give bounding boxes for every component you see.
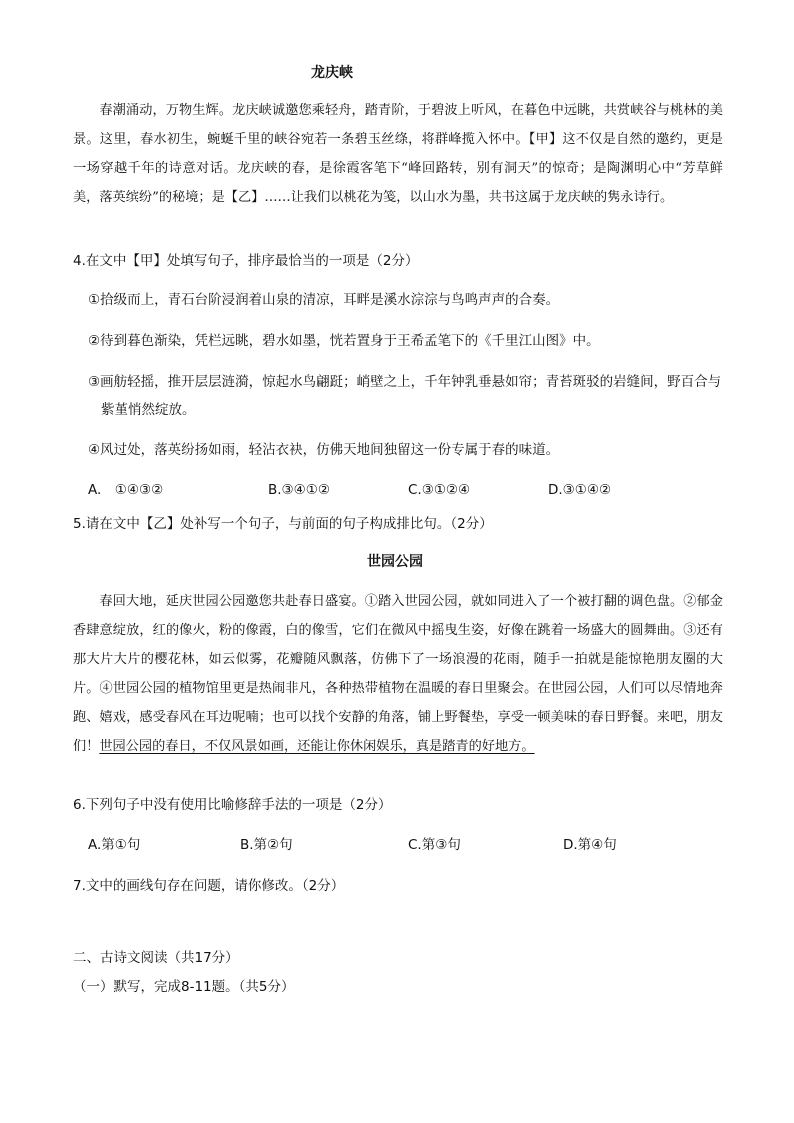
question-6-choice-b[interactable]: B.第②句 [240,837,293,853]
question-6-choice-c[interactable]: C.第③句 [408,837,461,853]
passage-shiyuan-body: 春回大地，延庆世园公园邀您共赴春日盛宴。①踏入世园公园，就如同进入了一个被打翻的调色盘。②郁金香肆意绽放，红的像火，粉的像霞，白的像雪，它们在微风中摇曳生姿，好像在跳着一场盛大的圆舞曲。③还有那大片大片的樱花林，如云似雾，花瓣随风飘落，仿佛下了一场浪漫的花雨，随手一拍就是能惊艳朋友圈的大片。④世园公园的植物馆里更是热闹非凡，各种热带植物在温暖的春日里聚会。在世园公园，人们可以尽情地奔跑、嬉戏，感受春风在耳边呢喃；也可以找个安静的角落，铺上野餐垫，享受一顿美味的春日野餐。来吧，朋友们！ [73,594,723,754]
passage-title-longqingxia: 龙庆峡 [311,65,353,81]
question-4-item-3: ③画舫轻摇，推开层层涟漪，惊起水鸟翩跹；峭壁之上，千年钟乳垂悬如帘；青苔斑驳的岩缝间，野百合与紫堇悄然绽放。 [88,374,722,418]
question-4-item-2: ②待到暮色渐染，凭栏远眺，碧水如墨，恍若置身于王希孟笔下的《千里江山图》中。 [88,333,600,349]
section-2-heading: 二、古诗文阅读（共17分） [73,950,239,966]
question-4-item-4: ④风过处，落英纷扬如雨，轻沾衣袂，仿佛天地间独留这一份专属于春的味道。 [88,442,560,458]
section-2-subheading: （一）默写，完成8-11题。（共5分） [73,979,295,995]
underlined-sentence: 世园公园的春日，不仅风景如画，还能让你休闲娱乐，真是踏青的好地方。 [99,739,535,754]
passage-shiyuan [73,587,723,761]
question-4-item-1: ①拾级而上，青石台阶浸润着山泉的清凉，耳畔是溪水淙淙与鸟鸣声声的合奏。 [88,292,560,308]
question-4-choice-a[interactable]: A. ①④③② [88,482,164,498]
question-7-stem: 7.文中的画线句存在问题，请你修改。（2分） [73,878,345,894]
question-4-choice-d[interactable]: D.③①④② [548,482,612,498]
question-6-choice-a[interactable]: A.第①句 [88,837,141,853]
passage-longqingxia: 春潮涌动，万物生辉。龙庆峡诚邀您乘轻舟，踏青阶，于碧波上听风，在暮色中远眺，共赏峡谷与桃林的美景。这里，春水初生，蜿蜒千里的峡谷宛若一条碧玉丝绦，将群峰揽入怀中。【甲】这不仅是自然的邀约，更是一场穿越千年的诗意对话。龙庆峡的春，是徐霞客笔下“峰回路转，别有洞天”的惊奇；是陶渊明心中“芳草鲜美，落英缤纷”的秘境；是【乙】……让我们以桃花为笺，以山水为墨，共书这属于龙庆峡的隽永诗行。 [73,103,723,205]
question-5-stem: 5.请在文中【乙】处补写一个句子，与前面的句子构成排比句。（2分） [73,516,493,532]
question-6-choice-d[interactable]: D.第④句 [563,837,617,853]
passage-title-shiyuan: 世园公园 [367,554,423,570]
question-4-stem: 4.在文中【甲】处填写句子，排序最恰当的一项是（2分） [73,253,419,269]
question-4-choice-c[interactable]: C.③①②④ [408,482,471,498]
question-4-choice-b[interactable]: B.③④①② [268,482,330,498]
question-6-stem: 6.下列句子中没有使用比喻修辞手法的一项是（2分） [73,797,392,813]
